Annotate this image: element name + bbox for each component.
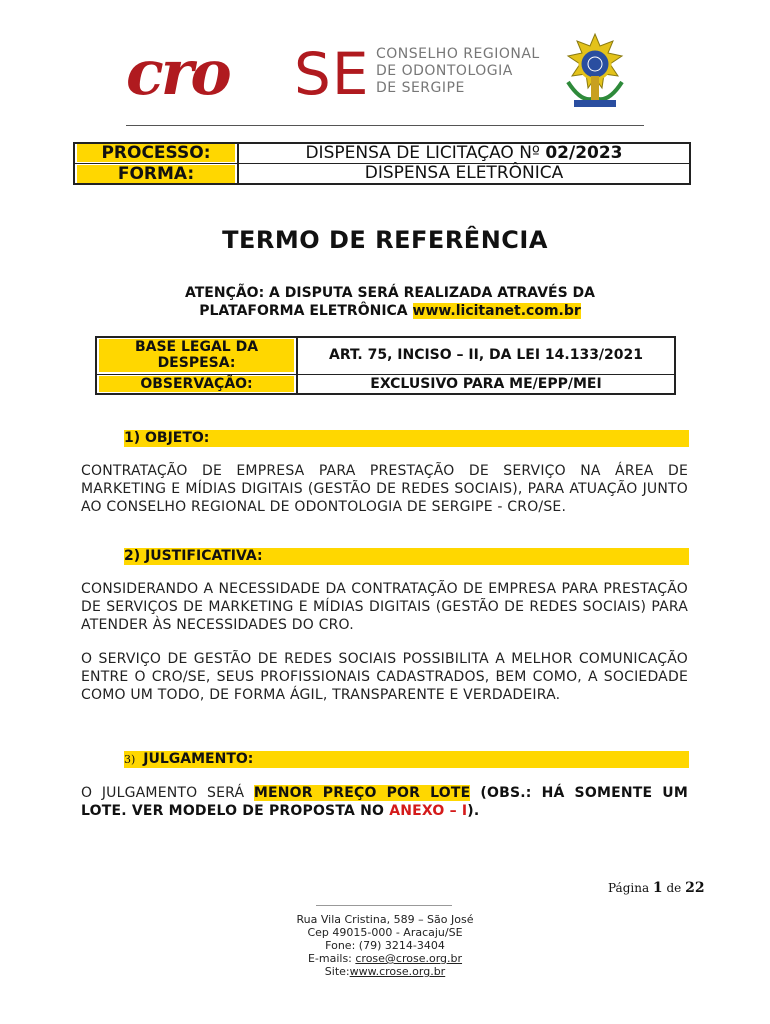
footer-email-link[interactable]: crose@crose.org.br xyxy=(355,952,463,965)
section-objeto-heading xyxy=(124,430,689,447)
footer-emails-label: E-mails: xyxy=(307,952,356,965)
attention-line-1: ATENÇÃO: A DISPUTA SERÁ REALIZADA ATRAVÉS DA xyxy=(184,285,596,301)
section-julgamento-number: 3) xyxy=(124,753,136,766)
section-julgamento-heading xyxy=(124,751,689,768)
legal-basis-table xyxy=(95,336,676,395)
footer-phone: Fone: (79) 3214-3404 xyxy=(325,939,445,952)
julgamento-highlight: MENOR PREÇO POR LOTE xyxy=(253,785,471,801)
attention-line-2-prefix: PLATAFORMA ELETRÔNICA xyxy=(199,303,413,319)
header-divider xyxy=(126,125,644,126)
objeto-paragraph: CONTRATAÇÃO DE EMPRESA PARA PRESTAÇÃO DE SERVIÇO NA ÁREA DE MARKETING E MÍDIAS DIGITAIS (GESTÃO DE REDES SOCIAIS), PARA ATUAÇÃO JUNTO AO CONSELHO REGIONAL DE ODONTOLOGIA DE SERGIPE - CRO/SE. xyxy=(81,463,688,515)
document-title: TERMO DE REFERÊNCIA xyxy=(222,226,548,254)
section-justificativa-title: 2) JUSTIFICATIVA: xyxy=(124,548,263,564)
julgamento-paragraph xyxy=(81,784,688,820)
logo-cro-text: cro xyxy=(126,36,229,109)
forma-label: FORMA: xyxy=(77,165,235,183)
justificativa-paragraph-2: O SERVIÇO DE GESTÃO DE REDES SOCIAIS POSSIBILITA A MELHOR COMUNICAÇÃO ENTRE O CRO/SE, SEUS PROFISSIONAIS CADASTRADOS, BEM COMO, A SOCIEDADE COMO UM TODO, DE FORMA ÁGIL, TRANSPARENTE E VERDADEIRA. xyxy=(81,651,688,703)
page-number xyxy=(608,880,705,896)
brazil-coat-of-arms-icon xyxy=(562,32,628,112)
org-line-3: DE SERGIPE xyxy=(376,80,465,96)
logo-se-text: SE xyxy=(294,40,370,108)
attention-line-2 xyxy=(140,302,640,320)
org-name xyxy=(376,46,540,97)
cro-logo xyxy=(126,36,566,120)
processo-value xyxy=(241,144,687,163)
org-line-1: CONSELHO REGIONAL xyxy=(376,46,540,62)
org-line-2: DE ODONTOLOGIA xyxy=(376,63,513,79)
section-objeto-title: 1) OBJETO: xyxy=(124,430,210,446)
julgamento-prefix: O JULGAMENTO SERÁ xyxy=(81,785,254,801)
process-table xyxy=(73,142,691,185)
observacao-label: OBSERVAÇÃO: xyxy=(99,376,294,392)
base-legal-label: BASE LEGAL DA DESPESA: xyxy=(99,339,294,372)
footer-site xyxy=(0,965,770,978)
julgamento-end: ). xyxy=(467,803,480,819)
footer-divider xyxy=(316,905,452,906)
footer-site-link[interactable]: www.crose.org.br xyxy=(349,965,446,978)
footer-site-label: Site: xyxy=(324,965,350,978)
page-of: de xyxy=(666,881,682,895)
forma-value: DISPENSA ELETRÔNICA xyxy=(364,163,564,183)
julgamento-annex-ref: ANEXO – I xyxy=(389,803,468,819)
section-justificativa-heading xyxy=(124,548,689,565)
footer-emails xyxy=(0,952,770,965)
julgamento-bold: (OBS.: HÁ SOMENTE UM LOTE. VER MODELO DE PROPOSTA NO xyxy=(81,785,688,819)
processo-value-prefix: DISPENSA DE LICITAÇÃO Nº xyxy=(305,143,546,163)
processo-label: PROCESSO: xyxy=(77,144,235,162)
footer-cep: Cep 49015-000 - Aracaju/SE xyxy=(307,926,463,939)
page-label: Página xyxy=(608,881,650,895)
attention-note xyxy=(140,284,640,320)
licitanet-link[interactable]: www.licitanet.com.br xyxy=(412,303,581,319)
page-current: 1 xyxy=(652,880,663,896)
page-total: 22 xyxy=(685,880,705,896)
processo-number: 02/2023 xyxy=(545,143,623,163)
footer xyxy=(0,913,770,978)
base-legal-value: ART. 75, INCISO – II, DA LEI 14.133/2021 xyxy=(328,347,644,363)
footer-address: Rua Vila Cristina, 589 – São José xyxy=(296,913,474,926)
section-julgamento-title: JULGAMENTO: xyxy=(143,751,254,767)
justificativa-paragraph-1: CONSIDERANDO A NECESSIDADE DA CONTRATAÇÃO DE EMPRESA PARA PRESTAÇÃO DE SERVIÇOS DE MARKETING E MÍDIAS DIGITAIS (GESTÃO DE REDES SOCIAIS) PARA ATENDER ÀS NECESSIDADES DO CRO. xyxy=(81,581,688,633)
observacao-value: EXCLUSIVO PARA ME/EPP/MEI xyxy=(370,376,602,392)
